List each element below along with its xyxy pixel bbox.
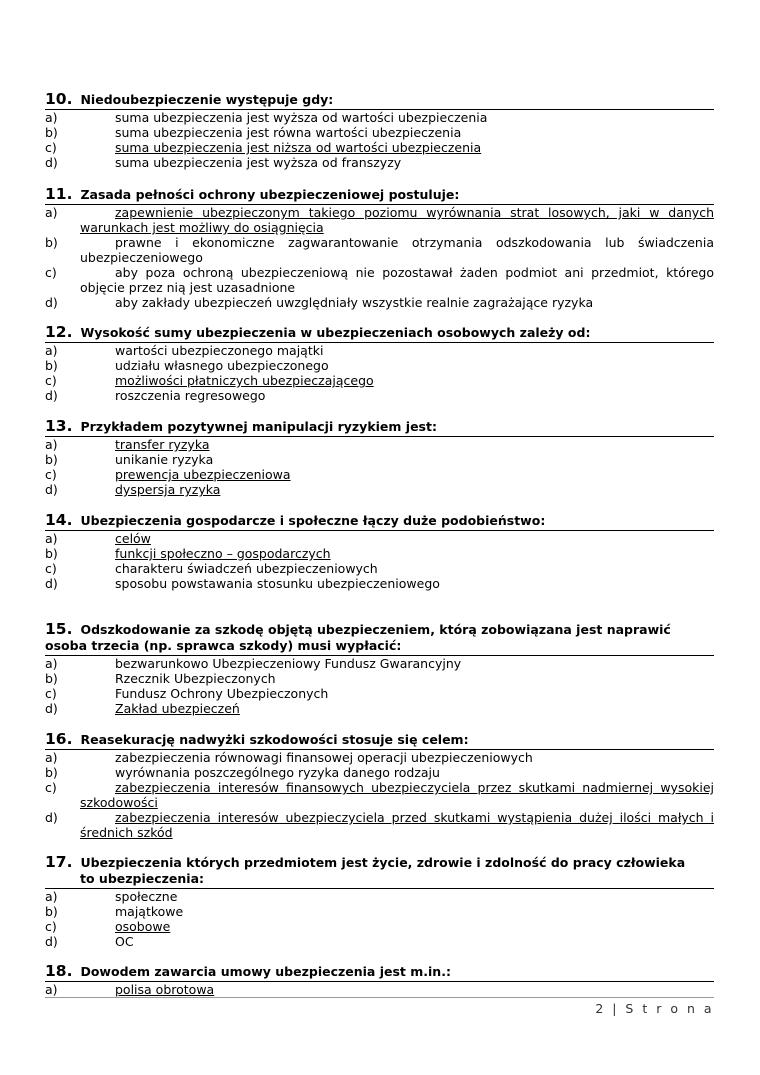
text: to ubezpieczenia: (80, 871, 205, 886)
question-10 (45, 91, 714, 170)
text: osobowe (115, 919, 171, 934)
question-number: 12. (45, 323, 73, 341)
text: wyrównania poszczególnego ryzyka danego rodzaju (115, 765, 440, 780)
answer-c (45, 265, 714, 295)
question-heading (45, 186, 714, 205)
answer-letter: a) (45, 656, 58, 671)
text: dyspersja ryzyka (115, 482, 221, 497)
answer-a (45, 205, 714, 235)
answer-letter: d) (45, 155, 58, 170)
text: charakteru świadczeń ubezpieczeniowych (115, 561, 378, 576)
text: suma ubezpieczenia jest wyższa od wartości ubezpieczenia (115, 110, 488, 125)
question-heading (45, 418, 714, 437)
text: Fundusz Ochrony Ubezpieczonych (115, 686, 329, 701)
text: celów (115, 531, 151, 546)
answer-c (45, 467, 714, 482)
answer-letter: c) (45, 373, 57, 388)
question-heading (45, 963, 714, 982)
text: polisa obrotowa (115, 982, 215, 997)
text: Rzecznik Ubezpieczonych (115, 671, 276, 686)
answer-letter: d) (45, 934, 58, 949)
question-number: 15. (45, 620, 73, 638)
question-heading (45, 854, 714, 889)
text: Niedoubezpieczenie występuje gdy: (80, 92, 334, 107)
answer-b (45, 765, 714, 780)
answer-letter: c) (45, 467, 57, 482)
answer-letter: a) (45, 437, 58, 452)
answer-letter: b) (45, 125, 58, 140)
text: zabezpieczenia równowagi finansowej operacji ubezpieczeniowych (115, 750, 533, 765)
text: możliwości płatniczych ubezpieczającego (115, 373, 374, 388)
answer-letter: d) (45, 701, 58, 716)
text: OC (115, 934, 134, 949)
text: Zasada pełności ochrony ubezpieczeniowej postuluje: (80, 187, 460, 202)
answer-letter: b) (45, 452, 58, 467)
question-17 (45, 854, 714, 949)
question-12 (45, 324, 714, 403)
text: suma ubezpieczenia jest wyższa od franszyzy (115, 155, 402, 170)
question-number: 16. (45, 730, 73, 748)
text: Przykładem pozytywnej manipulacji ryzykiem jest: (80, 419, 437, 434)
text: Zakład ubezpieczeń (115, 701, 240, 716)
answer-letter: d) (45, 576, 58, 591)
text: majątkowe (115, 904, 184, 919)
text: zabezpieczenia interesów finansowych ubezpieczyciela przez skutkami nadmiernej wysokiej szkodowości (80, 780, 714, 810)
answer-c (45, 140, 714, 155)
answer-d (45, 701, 714, 716)
question-heading (45, 731, 714, 750)
text: suma ubezpieczenia jest równa wartości ubezpieczenia (115, 125, 462, 140)
answer-letter: a) (45, 889, 58, 904)
answer-letter: d) (45, 388, 58, 403)
answer-letter: c) (45, 561, 57, 576)
answer-letter: b) (45, 235, 58, 250)
text: Reasekurację nadwyżki szkodowości stosuje się celem: (80, 732, 469, 747)
answer-a (45, 656, 714, 671)
question-number: 13. (45, 417, 73, 435)
text: społeczne (115, 889, 178, 904)
answer-letter: c) (45, 686, 57, 701)
question-number: 17. (45, 853, 73, 871)
answer-a (45, 750, 714, 765)
text: wartości ubezpieczonego majątki (115, 343, 324, 358)
text: prawne i ekonomiczne zagwarantowanie otrzymania odszkodowania lub świadczenia ubezpieczeniowego (80, 235, 714, 265)
text: Ubezpieczenia których przedmiotem jest życie, zdrowie i zdolność do pracy człowieka (80, 855, 686, 870)
question-heading (45, 91, 714, 110)
answer-letter: c) (45, 780, 57, 795)
page-footer (45, 997, 714, 1016)
answer-a (45, 343, 714, 358)
text: zabezpieczenia interesów ubezpieczyciela przed skutkami wystąpienia dużej ilości małych i średnich szkód (80, 810, 714, 840)
question-number: 10. (45, 90, 73, 108)
question-11 (45, 186, 714, 310)
answer-a (45, 889, 714, 904)
answer-a (45, 437, 714, 452)
text: bezwarunkowo Ubezpieczeniowy Fundusz Gwarancyjny (115, 656, 462, 671)
text: zapewnienie ubezpieczonym takiego poziomu wyrównania strat losowych, jaki w danych warunkach jest możliwy do osiągnięcia (80, 205, 714, 235)
question-number: 11. (45, 185, 73, 203)
answer-c (45, 686, 714, 701)
text: osoba trzecia (np. sprawca szkody) musi wypłacić: (45, 638, 402, 653)
text: sposobu powstawania stosunku ubezpieczeniowego (115, 576, 440, 591)
answer-d (45, 295, 714, 310)
question-heading (45, 324, 714, 343)
question-heading (45, 621, 714, 656)
text: funkcji społeczno – gospodarczych (115, 546, 331, 561)
answer-c (45, 373, 714, 388)
answer-letter: a) (45, 750, 58, 765)
text: aby zakłady ubezpieczeń uwzględniały wszystkie realnie zagrażające ryzyka (115, 295, 594, 310)
text: Ubezpieczenia gospodarcze i społeczne łączy duże podobieństwo: (80, 513, 546, 528)
answer-letter: c) (45, 265, 57, 280)
answer-letter: c) (45, 140, 57, 155)
question-15 (45, 621, 714, 716)
answer-letter: b) (45, 358, 58, 373)
answer-letter: a) (45, 531, 58, 546)
answer-d (45, 155, 714, 170)
answer-b (45, 125, 714, 140)
answer-b (45, 671, 714, 686)
answer-b (45, 358, 714, 373)
answer-letter: a) (45, 110, 58, 125)
text: Dowodem zawarcia umowy ubezpieczenia jest m.in.: (80, 964, 451, 979)
answer-c (45, 780, 714, 810)
text: Odszkodowanie za szkodę objętą ubezpieczeniem, którą zobowiązana jest naprawić (80, 622, 671, 637)
answer-letter: b) (45, 671, 58, 686)
answer-d (45, 388, 714, 403)
question-18 (45, 963, 714, 997)
answer-b (45, 452, 714, 467)
answer-d (45, 810, 714, 840)
text: transfer ryzyka (115, 437, 210, 452)
answer-letter: d) (45, 482, 58, 497)
answer-d (45, 482, 714, 497)
question-14 (45, 512, 714, 591)
text: prewencja ubezpieczeniowa (115, 467, 291, 482)
answer-letter: a) (45, 982, 58, 997)
page-number: 2 | S t r o n a (595, 1001, 714, 1016)
answer-letter: a) (45, 343, 58, 358)
question-number: 18. (45, 962, 73, 980)
question-16 (45, 731, 714, 840)
text: aby poza ochroną ubezpieczeniową nie pozostawał żaden podmiot ani przedmiot, którego objęcie przez nią jest uzasadnione (80, 265, 714, 295)
text: suma ubezpieczenia jest niższa od wartości ubezpieczenia (115, 140, 482, 155)
text: Wysokość sumy ubezpieczenia w ubezpieczeniach osobowych zależy od: (80, 325, 591, 340)
answer-letter: c) (45, 919, 57, 934)
question-number: 14. (45, 511, 73, 529)
answer-letter: b) (45, 546, 58, 561)
text: unikanie ryzyka (115, 452, 214, 467)
text: roszczenia regresowego (115, 388, 266, 403)
answer-a (45, 531, 714, 546)
question-heading (45, 512, 714, 531)
answer-b (45, 546, 714, 561)
answer-c (45, 919, 714, 934)
question-13 (45, 418, 714, 497)
answer-a (45, 110, 714, 125)
answer-letter: b) (45, 765, 58, 780)
answer-letter: b) (45, 904, 58, 919)
answer-b (45, 235, 714, 265)
answer-letter: a) (45, 205, 58, 220)
answer-letter: d) (45, 295, 58, 310)
answer-b (45, 904, 714, 919)
answer-c (45, 561, 714, 576)
answer-letter: d) (45, 810, 58, 825)
text: udziału własnego ubezpieczonego (115, 358, 329, 373)
answer-d (45, 576, 714, 591)
answer-a (45, 982, 714, 997)
answer-d (45, 934, 714, 949)
